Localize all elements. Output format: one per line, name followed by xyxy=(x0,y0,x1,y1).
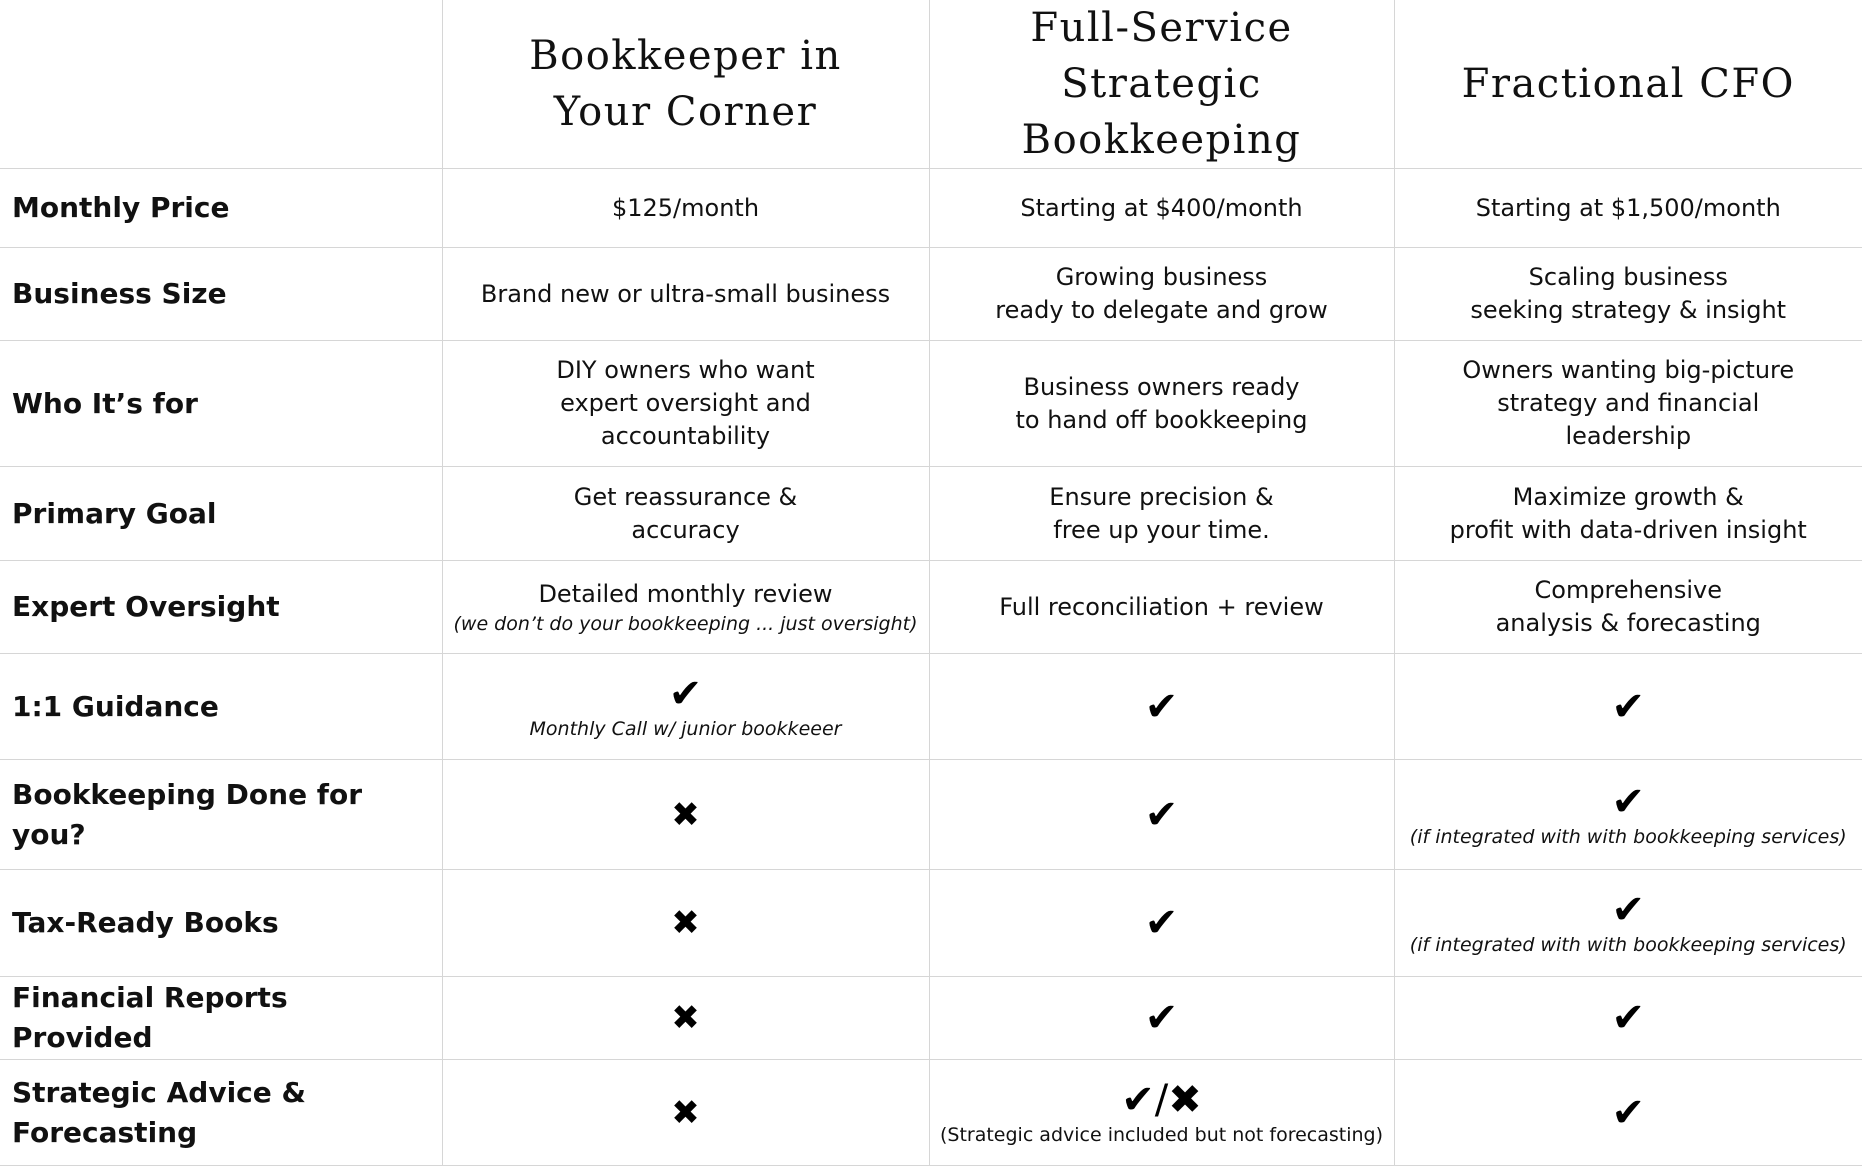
header-row xyxy=(0,0,1862,169)
row-financial-reports xyxy=(0,977,1862,1060)
row-strategic-advice xyxy=(0,1060,1862,1166)
row-label: Strategic Advice & Forecasting xyxy=(0,1060,442,1166)
row-label: Bookkeeping Done for you? xyxy=(0,760,442,870)
cell-done-c2 xyxy=(929,760,1394,870)
cell-done-c1 xyxy=(442,760,929,870)
row-label: Business Size xyxy=(0,248,442,341)
cell-size-c2: Growing business ready to delegate and grow xyxy=(929,248,1394,341)
cross-icon: ✖ xyxy=(671,998,700,1038)
cell-price-c3: Starting at $1,500/month xyxy=(1394,169,1862,248)
cell-tax-c1 xyxy=(442,870,929,977)
cell-guidance-c2 xyxy=(929,654,1394,760)
cell-goal-c2: Ensure precision & free up your time. xyxy=(929,467,1394,561)
cell-note: (we don’t do your bookkeeping ... just oversight) xyxy=(453,612,918,635)
check-icon: ✔ xyxy=(1611,1089,1645,1136)
cell-advice-c3 xyxy=(1394,1060,1862,1166)
cell-reports-c2 xyxy=(929,977,1394,1060)
cell-size-c1: Brand new or ultra-small business xyxy=(442,248,929,341)
cell-note: (if integrated with with bookkeeping services) xyxy=(1409,825,1847,848)
cell-size-c3: Scaling business seeking strategy & insight xyxy=(1394,248,1862,341)
row-label: 1:1 Guidance xyxy=(0,654,442,760)
row-label: Tax-Ready Books xyxy=(0,870,442,977)
row-label: Expert Oversight xyxy=(0,561,442,654)
cell-note: Monthly Call w/ junior bookkeeer xyxy=(529,717,842,740)
plan-header-full-service: Full-Service Strategic Bookkeeping xyxy=(929,0,1394,169)
plan-header-fractional-cfo: Fractional CFO xyxy=(1394,0,1862,169)
cell-who-c2: Business owners ready to hand off bookkeeping xyxy=(929,341,1394,467)
cell-reports-c1 xyxy=(442,977,929,1060)
row-tax-ready xyxy=(0,870,1862,977)
row-business-size xyxy=(0,248,1862,341)
cell-price-c1: $125/month xyxy=(442,169,929,248)
cell-advice-c2 xyxy=(929,1060,1394,1166)
check-icon: ✔ xyxy=(1611,887,1645,933)
check-icon: ✔ xyxy=(1144,995,1179,1041)
check-icon: ✔ xyxy=(668,670,703,717)
check-icon: ✔ xyxy=(1144,791,1179,838)
cross-icon: ✖ xyxy=(671,1092,700,1133)
row-who-its-for xyxy=(0,341,1862,467)
header-corner xyxy=(0,0,442,169)
cell-guidance-c3 xyxy=(1394,654,1862,760)
cell-price-c2: Starting at $400/month xyxy=(929,169,1394,248)
cell-reports-c3 xyxy=(1394,977,1862,1060)
row-bookkeeping-done xyxy=(0,760,1862,870)
check-or-cross-icon: ✔/✖ xyxy=(1121,1076,1202,1123)
cell-goal-c1: Get reassurance & accuracy xyxy=(442,467,929,561)
cell-note: (Strategic advice included but not forecasting) xyxy=(939,1123,1384,1146)
row-label: Who It’s for xyxy=(0,341,442,467)
cell-who-c3: Owners wanting big-picture strategy and financial leadership xyxy=(1394,341,1862,467)
cell-oversight-c1: Detailed monthly review (we don’t do your bookkeeping ... just oversight) xyxy=(442,561,929,654)
row-expert-oversight xyxy=(0,561,1862,654)
cell-oversight-c2: Full reconciliation + review xyxy=(929,561,1394,654)
check-icon: ✔ xyxy=(1144,683,1179,730)
row-label: Financial Reports Provided xyxy=(0,977,442,1060)
check-icon: ✔ xyxy=(1611,778,1645,825)
cross-icon: ✖ xyxy=(671,794,700,835)
cell-done-c3 xyxy=(1394,760,1862,870)
cell-note: (if integrated with with bookkeeping services) xyxy=(1409,934,1847,956)
row-primary-goal xyxy=(0,467,1862,561)
cell-tax-c2 xyxy=(929,870,1394,977)
row-label: Primary Goal xyxy=(0,467,442,561)
row-label: Monthly Price xyxy=(0,169,442,248)
cell-tax-c3 xyxy=(1394,870,1862,977)
cell-advice-c1 xyxy=(442,1060,929,1166)
cross-icon: ✖ xyxy=(671,903,700,943)
check-icon: ✔ xyxy=(1611,995,1645,1041)
check-icon: ✔ xyxy=(1611,683,1645,730)
plan-header-bookkeeper-in-your-corner: Bookkeeper in Your Corner xyxy=(442,0,929,169)
cell-goal-c3: Maximize growth & profit with data-driven insight xyxy=(1394,467,1862,561)
cell-who-c1: DIY owners who want expert oversight and accountability xyxy=(442,341,929,467)
row-monthly-price xyxy=(0,169,1862,248)
cell-oversight-c3: Comprehensive analysis & forecasting xyxy=(1394,561,1862,654)
row-guidance xyxy=(0,654,1862,760)
check-icon: ✔ xyxy=(1144,900,1179,946)
cell-guidance-c1 xyxy=(442,654,929,760)
